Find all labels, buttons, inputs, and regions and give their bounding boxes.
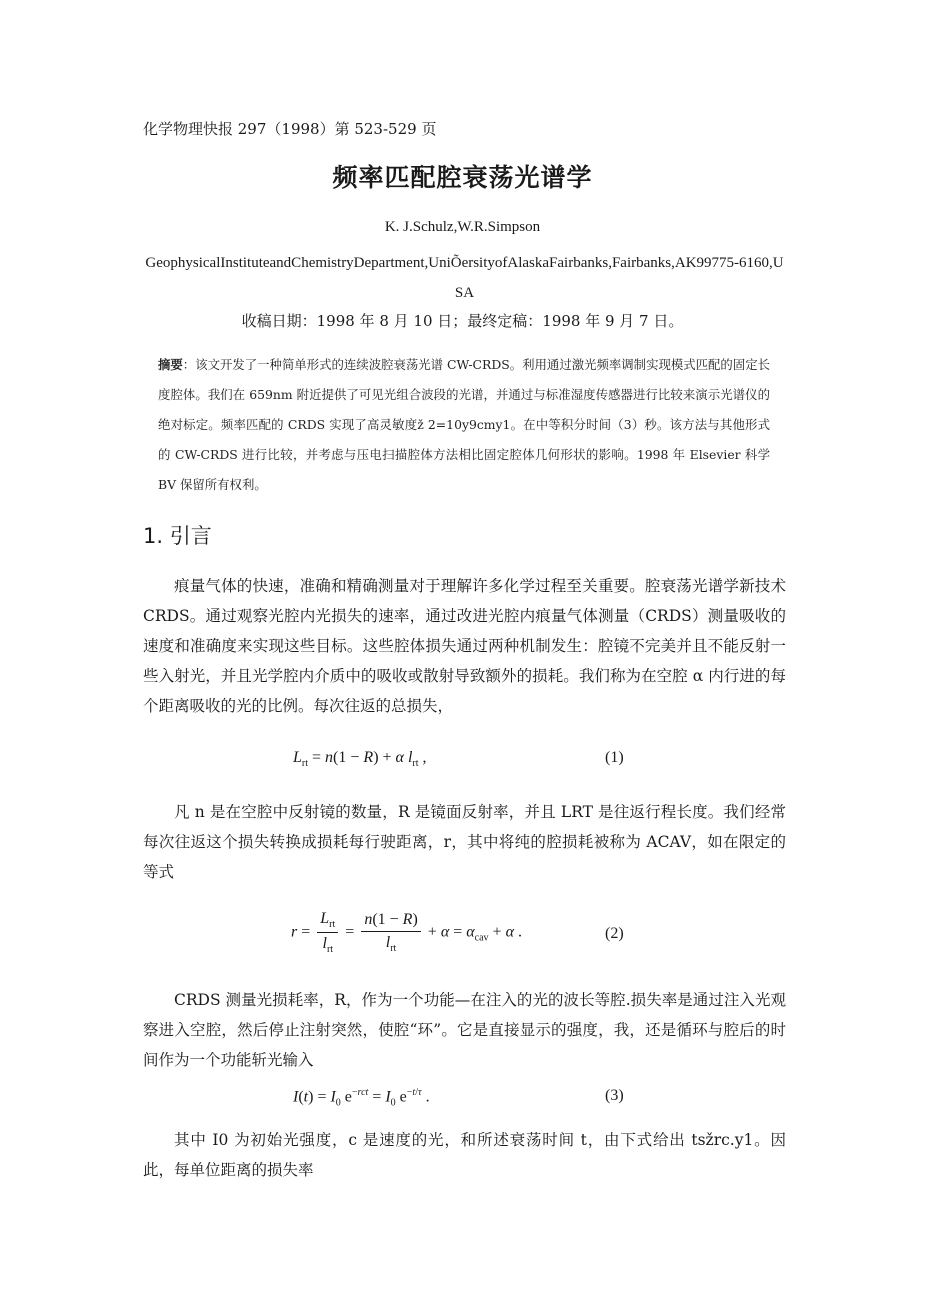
section-heading: 1. 引言 — [143, 524, 212, 548]
equation-3-number: (3) — [605, 1087, 624, 1104]
paragraph-2: 凡 n 是在空腔中反射镜的数量，R 是镜面反射率，并且 LRT 是往返行程长度。我们经常每次往返这个损失转换成损耗每行驶距离，r，其中将纯的腔损耗被称为 ACAV，如在限定的等式 — [143, 803, 786, 881]
affiliation: GeophysicalInstituteandChemistryDepartment,UniÕersityofAlaskaFairbanks,Fairbanks,AK99775-6160,USA — [145, 255, 784, 301]
paragraph-4: 其中 I0 为初始光强度，c 是速度的光，和所述衰荡时间 t，由下式给出 tsžrc.y1。因此，每单位距离的损失率 — [143, 1131, 786, 1179]
paper-title: 频率匹配腔衰荡光谱学 — [332, 163, 593, 192]
authors: K. J.Schulz,W.R.Simpson — [384, 219, 541, 235]
received-dates: 收稿日期：1998 年 8 月 10 日；最终定稿：1998 年 9 月 7 日。 — [241, 312, 684, 330]
equation-3: $I(t) = I_0$ $e^{-rct} = I_0$ $e^{-t/\tau}$ . — [293, 1087, 430, 1109]
paragraph-1: 痕量气体的快速，准确和精确测量对于理解许多化学过程至关重要。腔衰荡光谱学新技术 CRDS。通过观察光腔内光损失的速率，通过改进光腔内痕量气体测量（CRDS）测量吸收的速度和准确度来实现这些目标。这些腔体损失通过两种机制发生：腔镜不完美并且不能反射一些入射光，并且光学腔内介质中的吸收或散射导致额外的损耗。我们称为在空腔 α 内行进的每个距离吸收的光的比例。每次往返的总损失， — [143, 577, 786, 715]
equation-1-number: (1) — [605, 749, 624, 766]
abstract-text: ：该文开发了一种简单形式的连续波腔衰荡光谱 CW-CRDS。利用通过激光频率调制实现模式匹配的固定长度腔体。我们在 659nm 附近提供了可见光组合波段的光谱，并通过与标准湿度传感器进行比较来演示光谱仪的绝对标定。频率匹配的 CRDS 实现了高灵敏度ž 2=10y9cmy1。在中等积分时间（3）秒。该方法与其他形式的 CW-CRDS 进行比较，并考虑与压电扫描腔体方法相比固定腔体几何形状的影响。1998 年 Elsevier 科学 BV 保留所有权利。 — [158, 357, 771, 492]
abstract — [158, 350, 770, 500]
equation-1: $L_{rt} = n(1 - R) + \alpha$ $l_{rt}$ , — [293, 749, 427, 770]
abstract-label: 摘要 — [158, 357, 183, 372]
equation-2-number: (2) — [605, 925, 624, 942]
journal-citation: 化学物理快报 297（1998）第 523-529 页 — [143, 120, 437, 138]
equation-2: r = $\frac{L_{rt}}{l_{rt}}$ = $\frac{n(1 - R)}{l_{rt}}$ + $\alpha = \alpha_{cav} + \alpha$ . — [291, 910, 522, 956]
paragraph-3: CRDS 测量光损耗率，R，作为一个功能—在注入的光的波长等腔.损失率是通过注入光观察进入空腔，然后停止注射突然，使腔“环”。它是直接显示的强度，我，还是循环与腔后的时间作为一个功能斩光输入 — [143, 991, 786, 1069]
